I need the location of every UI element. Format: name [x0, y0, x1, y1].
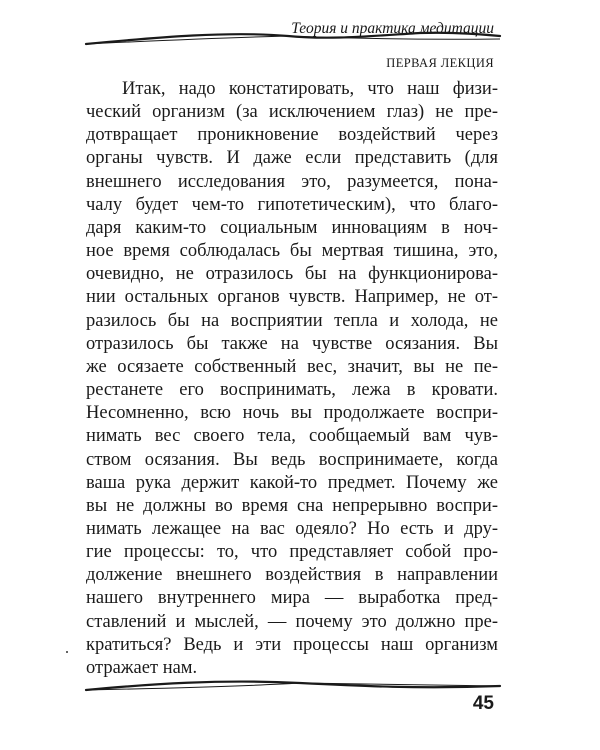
text-line: ством осязания. Вы ведь воспринимаете, когда: [86, 449, 498, 470]
text-line: внешнего исследования это, разумеется, пона-: [86, 171, 498, 192]
text-line: должение внешнего воздействия в направлении: [86, 565, 498, 586]
text-line: чалу будет чем-то гипотетическим), что благо-: [86, 194, 498, 215]
text-line: кратиться? Ведь и эти процессы наш организм: [86, 634, 498, 655]
text-line: вы не должны во время сна непрерывно воспри-: [86, 495, 498, 516]
text-line: ческий организм (за исключением глаз) не пре-: [86, 102, 498, 123]
text-line: органы чувств. И даже если представить (для: [86, 148, 498, 169]
text-line: же осязаете собственный вес, значит, вы не пе-: [86, 356, 498, 377]
text-line: рестанете его воспринимать, лежа в кровати.: [86, 380, 498, 401]
text-line: ное время соблюдалась бы мертвая тишина, это,: [86, 241, 498, 262]
text-line: нашего внутреннего мира — выработка пред-: [86, 588, 498, 609]
text-line: нимать вес своего тела, сообщаемый вам чув-: [86, 426, 498, 447]
text-line: отражает нам.: [86, 657, 198, 678]
text-line: гие процессы: то, что представляет собой про-: [86, 542, 498, 563]
text-line: дотвращает проникновение воздействий через: [86, 125, 498, 146]
text-line: ваша рука держит какой-то предмет. Почему же: [86, 472, 498, 493]
running-head-title: Теория и практика медитации: [291, 20, 494, 37]
page-number: 45: [472, 693, 494, 714]
text-line: ставлений и мыслей, — почему это должно пре-: [86, 611, 498, 632]
text-line: даря каким-то социальным инновациям в ноч-: [86, 217, 498, 238]
text-line: очевидно, не отразилось бы на функционирова-: [86, 264, 498, 285]
text-line: Итак, надо констатировать, что наш физи-: [122, 79, 498, 99]
text-line: разилось бы на восприятии тепла и холода, не: [86, 310, 498, 331]
text-line: Несомненно, всю ночь вы продолжаете воспри-: [86, 403, 498, 424]
header-decorative-rule: [0, 0, 600, 60]
print-speck: [66, 651, 68, 653]
text-line: отразилось бы также на чувстве осязания. Вы: [86, 333, 498, 354]
text-line: нии остальных органов чувств. Например, не от-: [86, 287, 498, 308]
section-label: ПЕРВАЯ ЛЕКЦИЯ: [386, 56, 494, 70]
text-line: нимать лежащее на вас одеяло? Но есть и дру-: [86, 518, 498, 539]
body-paragraph: [86, 78, 498, 680]
